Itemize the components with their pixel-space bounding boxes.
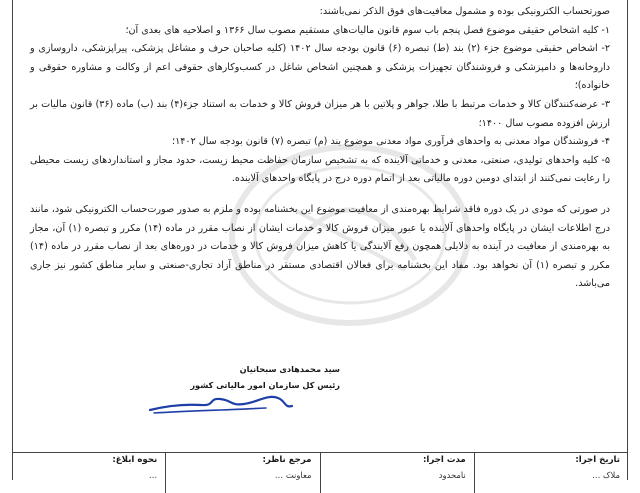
signatory-title: رئیس کل سازمان امور مالیاتی کشور xyxy=(190,380,340,390)
handwritten-signature xyxy=(146,368,296,418)
info-cell-execution-date xyxy=(474,453,628,493)
info-value-execution-date: ملاک … xyxy=(591,470,620,480)
paragraph-item-3: ۳- عرضه‌کنندگان کالا و خدمات مرتبط با طلا، جواهر و پلاتین با هر میزان فروش کالا و خدمات به استناد جزء(۴) بند (ب) ماده (۳۶) قانون مالیات بر ارزش افزوده مصوب سال ۱۴۰۰؛ xyxy=(30,98,610,129)
signature-block xyxy=(150,364,340,418)
paragraph-item-4: ۴- فروشندگان مواد معدنی به واحدهای فرآوری مواد معدنی موضوع بند (م) تبصره (۷) قانون بودجه سال ۱۴۰۲؛ xyxy=(172,136,610,148)
document-body xyxy=(30,3,610,294)
info-label-notification: نحوه ابلاغ: xyxy=(112,455,158,465)
info-cell-notification xyxy=(12,453,165,493)
info-cell-supervisor xyxy=(165,453,319,493)
paragraph-item-2: ۲- اشخاص حقیقی موضوع جزء (۲) بند (ط) تبصره (۶) قانون بودجه سال ۱۴۰۲ (کلیه صاحبان حرف و مشاغل پزشکی، پیراپزشکی، داروسازی و داروخانه‌ها و دامپزشکی و فروشندگان تجهیزات پزشکی و همچنین اشخاص شاغل در کسب‌وکارهای حقوقی اعم از وکالت و مشاوره حقوقی و خانواده)؛ xyxy=(30,43,611,92)
info-label-execution-date: تاریخ اجرا: xyxy=(575,455,620,465)
info-value-supervisor: معاونت … xyxy=(274,470,312,480)
info-value-notification: … xyxy=(148,470,158,480)
info-table xyxy=(12,452,628,493)
paragraph-intro: صورتحساب الکترونیکی بوده و مشمول معافیت‌های فوق الذکر نمی‌باشند: xyxy=(319,6,610,17)
info-label-duration: مدت اجرا: xyxy=(422,455,466,465)
paragraph-item-5: ۵- کلیه واحدهای تولیدی، صنعتی، معدنی و خدماتی آلاینده که به تشخیص سازمان حفاظت محیط زیست، حدود مجاز و استانداردهای زیست محیطی را رعایت نمی‌کنند از ابتدای دومین دوره مالیاتی بعد از اتمام دوره درج در پایگاه واحدهای آلاینده. xyxy=(30,154,610,185)
info-label-supervisor: مرجع ناظر: xyxy=(262,455,312,465)
paragraph-closing: در صورتی که مودی در یک دوره فاقد شرایط بهره‌مندی از معافیت موضوع این بخشنامه بوده و ملزم به صدور صورت‌حساب الکترونیکی شود، مانند درج اطلاعات ایشان در پایگاه واحدهای آلاینده یا عبور میزان فروش کالا و خدمات ایشان از نصاب مقرر در ماده (۱۴) مکرر و تبصره (۱) آن، مجاز به بهره‌مندی از معافیت در آینده به دلایلی همچون رفع آلایندگی یا کاهش میزان فروش کالا و خدمات در دوره‌های بعد از نصاب مقرر در ماده (۱۴) مکرر و تبصره (۱) آن نخواهد بود. مفاد این بخشنامه برای فعالان اقتصادی مستقر در مناطق آزاد تجاری-صنعتی و سایر مناطق کشور نیز جاری می‌باشد. xyxy=(30,203,611,290)
info-value-duration: نامحدود xyxy=(438,470,466,480)
paragraph-item-1: ۱- کلیه اشخاص حقیقی موضوع فصل پنجم باب سوم قانون مالیات‌های مستقیم مصوب سال ۱۳۶۶ و اصلاحیه های بعدی آن؛ xyxy=(125,24,610,36)
info-cell-duration xyxy=(320,453,474,493)
signatory-name: سید محمدهادی سبحانیان xyxy=(239,364,340,374)
